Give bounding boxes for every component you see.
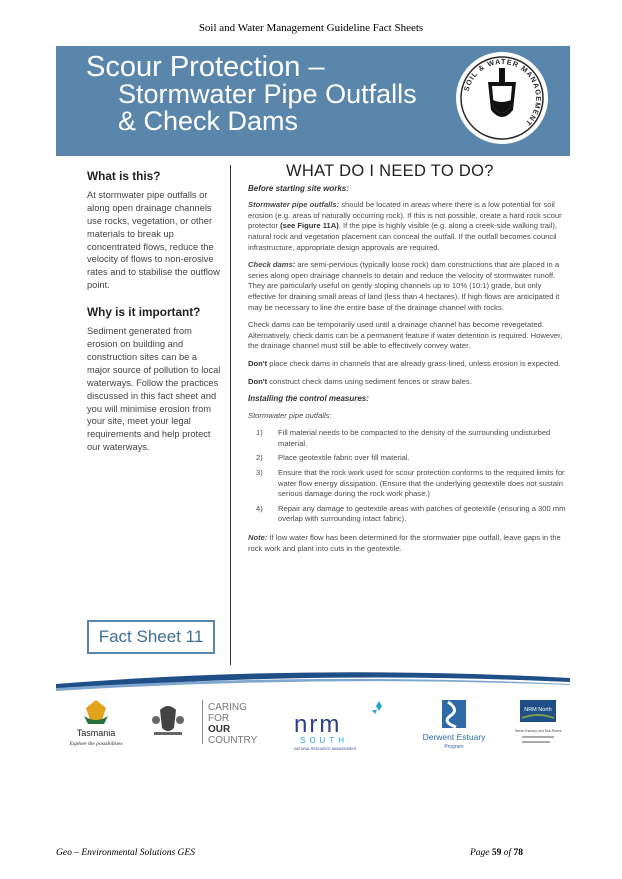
right-column: [248, 162, 568, 561]
caring-for-our-country-logo: [202, 700, 258, 746]
svg-text:SOIL & WATER MANAGEMENT: SOIL & WATER MANAGEMENT: [461, 56, 544, 129]
svg-text:FOR: FOR: [208, 713, 230, 724]
dont-sediment-fences-paragraph: Don't construct check dams using sediment fences or straw bales.: [248, 376, 472, 386]
partner-logos-strip: [56, 694, 570, 764]
svg-text:nrm: nrm: [294, 711, 342, 738]
svg-text:NATURAL RESOURCE MANAGEMENT: NATURAL RESOURCE MANAGEMENT: [294, 747, 357, 751]
what-is-this-heading: What is this?: [87, 169, 161, 183]
left-column: [87, 170, 221, 468]
list-item: 3) Ensure that the rock work used for scour protection conforms to the required limits for water flow energy dissipation. (Ensure that the underlying geotextile does not sustain serious damage during the rock work phase.): [256, 468, 565, 499]
fact-sheet-title: [56, 51, 417, 136]
svg-text:CARING: CARING: [208, 702, 247, 713]
blue-swoosh-divider: [56, 666, 570, 692]
svg-text:Derwent Estuary: Derwent Estuary: [422, 732, 486, 742]
document-header-title: Soil and Water Management Guideline Fact Sheets: [198, 22, 424, 34]
tasmania-tagline: Explore the possibilities: [69, 741, 123, 747]
installation-steps: [248, 428, 568, 525]
installing-subheading: Stormwater pipe outfalls:: [248, 410, 332, 420]
why-important-text: Sediment generated from erosion on building and construction sites can be a major source of pollution to local waterways. Follow the practices discussed in this fact sheet and you will minimise erosion from your site, meet your legal requirements and help protect our waterways.: [87, 326, 221, 453]
nrm-north-tamar-logo: [514, 700, 561, 743]
soil-water-management-logo: [456, 52, 548, 144]
fact-sheet-label: Fact Sheet 11: [87, 620, 215, 654]
svg-text:NRM North: NRM North: [524, 707, 552, 713]
svg-text:SOUTH: SOUTH: [300, 736, 348, 745]
title-banner: [56, 46, 570, 156]
svg-text:COUNTRY: COUNTRY: [208, 735, 258, 746]
partner-logos: [56, 694, 570, 764]
spade-icon: [456, 52, 548, 144]
temporary-dams-paragraph: Check dams can be temporarily used until a drainage channel has become revegetated. Alternatively, check dams can be a permanent feature if water detention is required. However, the drainage channel must still be able to effectively convey water.: [248, 320, 563, 351]
list-item: 1) Fill material needs to be compacted to the density of the surrounding undisturbed material.: [256, 428, 551, 448]
what-is-this-text: At stormwater pipe outfalls or along open drainage channels use rocks, vegetation, or other materials to break up concentrated flows, reduce the velocity of flows to non-erosive rates and to stabilise the outflow point.: [87, 189, 220, 291]
column-divider: [230, 165, 231, 665]
what-to-do-heading: WHAT DO I NEED TO DO?: [286, 162, 494, 180]
outfalls-paragraph: Stormwater pipe outfalls: should be located in areas where there is a low potential for soil erosion (e.g. areas of naturally occurring rock). If this is not possible, create a hard rock scour protector (see Figure 11A). If the pipe is highly visible (e.g. along a creek-side walking trail), natural rock and vegetation placement can conceal the outfall. If the outfall becomes council infrastructure, appropriate design approvals are required.: [248, 200, 562, 252]
title-line-3: & Check Dams: [118, 106, 299, 136]
title-line-2: Stormwater Pipe Outfalls: [118, 79, 417, 109]
note-paragraph: Note: If low water flow has been determined for the stormwater pipe outfall, leave gaps in the rock work and plant into cuts in the geotextile.: [248, 533, 561, 553]
svg-text:Tamar Estuary and Esk Rivers: Tamar Estuary and Esk Rivers: [514, 729, 562, 733]
tasmania-logo: [69, 700, 123, 747]
check-dams-paragraph: Check dams: are semi-pervious (typically loose rock) dam constructions that are placed in a series along open drainage channels to detain and reduce the velocity of stormwater runoff. They are particularly useful on gently sloping channels up to 10% (10:1) grade, but only effective for draining small areas of land (less than 4 hectares). If high flows are anticipated it may be necessary to line the entire base of the drainage channel with rocks.: [248, 260, 560, 312]
installing-heading: Installing the control measures:: [248, 394, 369, 404]
list-item: 4) Repair any damage to geotextile areas with patches of geotextile (ensuring a 300 mm overlap with surrounding intact fabric).: [256, 503, 566, 524]
tasmania-name: Tasmania: [76, 728, 116, 738]
svg-text:Program: Program: [444, 744, 464, 750]
dont-grass-lined-paragraph: Don't place check dams in channels that are already grass-lined, unless erosion is expected.: [248, 358, 561, 368]
why-important-heading: Why is it important?: [87, 305, 201, 320]
australian-government-crest: [152, 706, 184, 735]
svg-text:OUR: OUR: [208, 724, 231, 735]
list-item: 2) Place geotextile fabric over fill material.: [256, 453, 410, 463]
title-line-1: Scour Protection –: [86, 51, 325, 83]
derwent-estuary-logo: [423, 700, 487, 750]
before-site-works-heading: Before starting site works:: [248, 183, 349, 193]
footer-organisation: Geo – Environmental Solutions GES: [56, 848, 195, 858]
nrm-south-logo: [294, 701, 382, 751]
page-number: Page 59 of 78: [470, 848, 524, 858]
